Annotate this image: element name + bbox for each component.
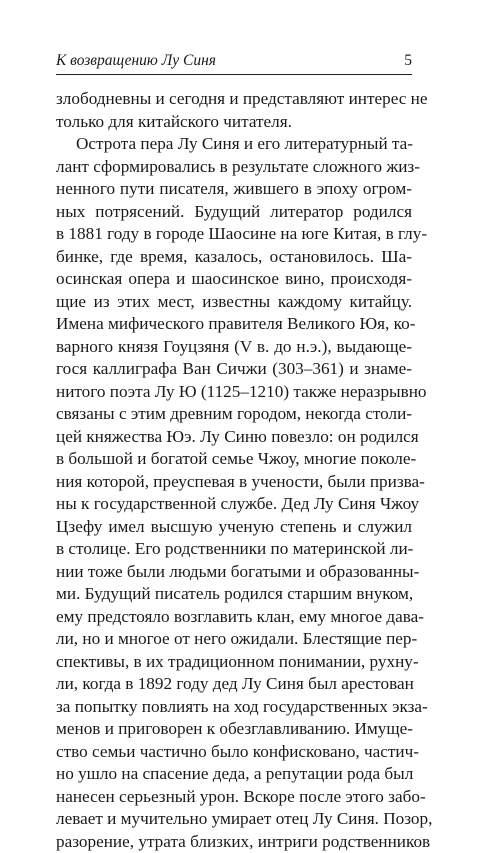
text-line: Цзефу имел высшую ученую степень и служил [56,516,412,539]
text-line: ли, но и многое от него ожидали. Блестящие пер- [56,628,412,651]
text-line: левает и мучительно умирает отец Лу Синя. Позор, [56,808,412,831]
text-line: ных потрясений. Будущий литератор родился [56,201,412,224]
text-line: злободневны и сегодня и представляют интерес не [56,88,412,111]
text-line: ми. Будущий писатель родился старшим внуком, [56,583,412,606]
text-line: спективы, в их традиционном понимании, рухну- [56,651,412,674]
text-line: связаны с этим древним городом, некогда столи- [56,403,412,426]
text-line: в 1881 году в городе Шаосине на юге Китая, в глу- [56,223,412,246]
text-line: лант сформировались в результате сложного жиз- [56,156,412,179]
text-line: только для китайского читателя. [56,111,412,134]
text-line: менов и приговорен к обезглавливанию. Имуще- [56,718,412,741]
text-line: бинке, где время, казалось, остановилось. Ша- [56,246,412,269]
text-line: ненного пути писателя, жившего в эпоху огром- [56,178,412,201]
text-line: Острота пера Лу Синя и его литературный та- [56,133,412,156]
text-line: цей княжества Юэ. Лу Синю повезло: он родился [56,426,412,449]
text-line: в большой и богатой семье Чжоу, многие поколе- [56,448,412,471]
text-line: Имена мифического правителя Великого Юя, ко- [56,313,412,336]
text-line: щие из этих мест, известны каждому китайцу. [56,291,412,314]
text-line: ему предстояло возглавить клан, ему многое дава- [56,606,412,629]
text-line: ство семьи частично было конфисковано, частич- [56,741,412,764]
text-line: осинская опера и шаосинское вино, происходя- [56,268,412,291]
page-number: 5 [404,52,412,70]
text-line: ны к государственной службе. Дед Лу Синя Чжоу [56,493,412,516]
text-line: варного князя Гоуцзяня (V в. до н.э.), выдающе- [56,336,412,359]
text-line: гося каллиграфа Ван Сичжи (303–361) и знаме- [56,358,412,381]
text-line: в столице. Его родственники по материнской ли- [56,538,412,561]
text-line: нии тоже были людьми богатыми и образованны- [56,561,412,584]
text-line: за попытку повлиять на ход государственных экза- [56,696,412,719]
text-line: ния которой, преуспевая в учености, были призва- [56,471,412,494]
text-line: но ушло на спасение деда, а репутации рода был [56,763,412,786]
body-text [56,88,412,853]
text-line: ли, когда в 1892 году дед Лу Синя был арестован [56,673,412,696]
running-header [56,52,412,75]
text-line: нитого поэта Лу Ю (1125–1210) также неразрывно [56,381,412,404]
running-title: К возвращению Лу Синя [56,52,216,70]
text-line: нанесен серьезный урон. Вскоре после этого забо- [56,786,412,809]
text-line: разорение, утрата близких, интриги родственников [56,831,412,853]
